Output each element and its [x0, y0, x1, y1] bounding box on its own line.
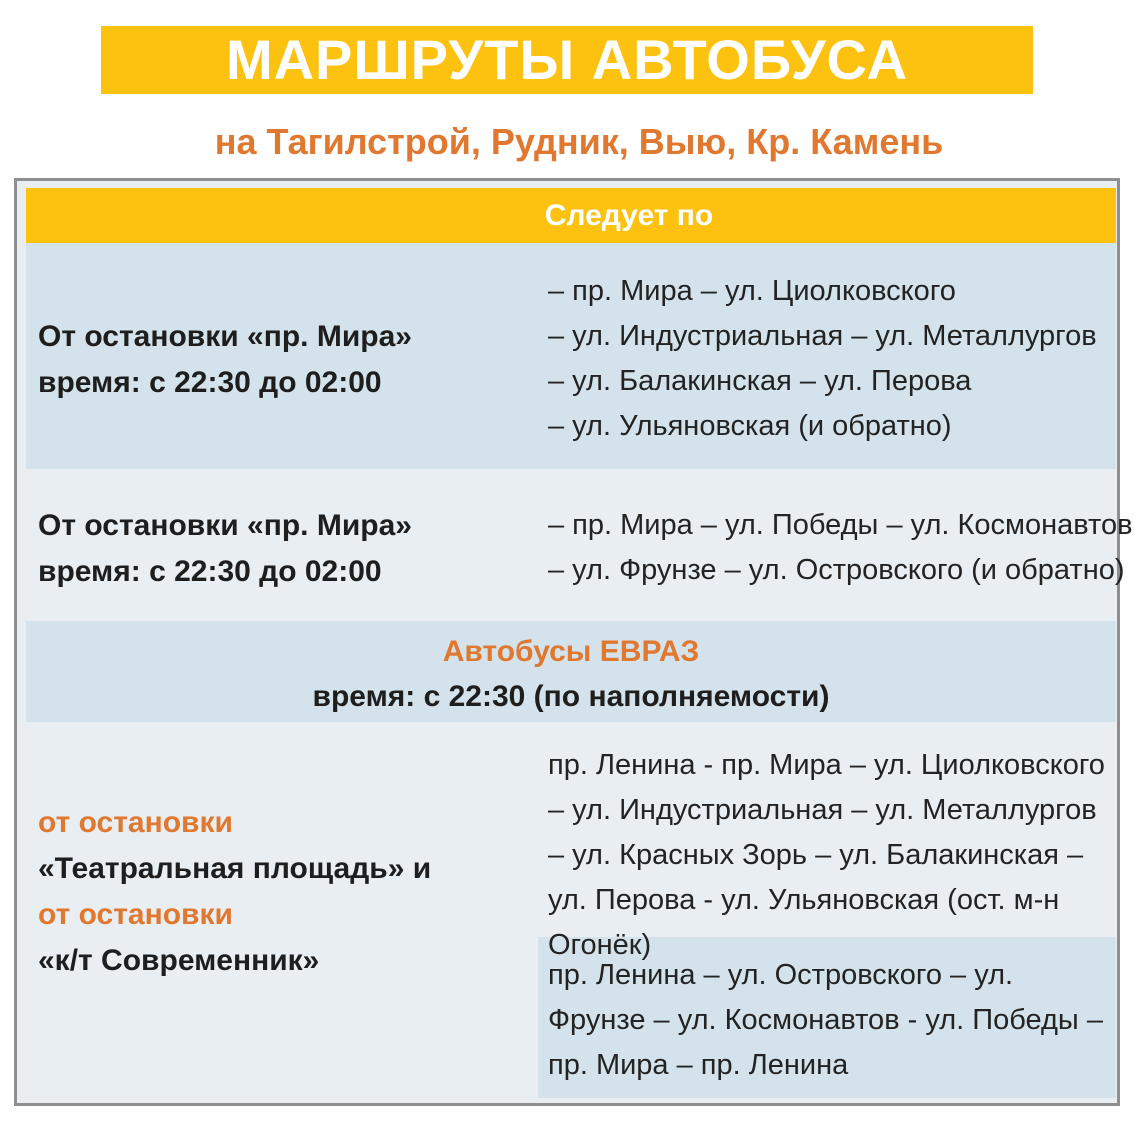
route-segment: – пр. Мира – ул. Циолковского: [548, 275, 956, 307]
evraz-route-2: пр. Ленина – ул. Островского – ул. Фрунзе – ул. Космонавтов - ул. Победы – пр. Мира – пр. Ленина: [548, 959, 1103, 1081]
evraz-title: Автобусы ЕВРАЗ: [442, 635, 700, 668]
row-1-stop-info: [38, 314, 412, 406]
route-segment: – ул. Индустриальная – ул. Металлургов: [548, 320, 1097, 352]
evraz-route-1: пр. Ленина - пр. Мира – ул. Циолковского – ул. Индустриальная – ул. Металлургов – ул. Красных Зорь – ул. Балакинская – ул. Перова - ул. Ульяновская (ост. м-н Огонёк): [548, 749, 1105, 961]
evraz-stop-label: от остановки: [38, 898, 233, 931]
evraz-stop-name: «к/т Современник»: [38, 944, 320, 977]
column-header-follows: Следует по: [544, 199, 714, 232]
route-segment: – ул. Балакинская – ул. Перова: [548, 365, 972, 397]
row-1-time: время: с 22:30 до 02:00: [38, 366, 382, 399]
evraz-time: время: с 22:30 (по наполняемости): [312, 680, 830, 713]
route-segment: – ул. Ульяновская (и обратно): [548, 410, 952, 442]
row-1-route: [548, 269, 1097, 449]
page-subtitle: на Тагилстрой, Рудник, Выю, Кр. Камень: [214, 121, 944, 162]
evraz-stop-name: «Театральная площадь» и: [38, 852, 432, 885]
evraz-stops: [38, 800, 431, 984]
route-segment: – пр. Мира – ул. Победы – ул. Космонавтов: [548, 509, 1133, 541]
row-2-stop-info: [38, 503, 412, 595]
row-2-stop: От остановки «пр. Мира»: [38, 509, 412, 542]
evraz-stop-label: от остановки: [38, 806, 233, 839]
row-1-stop: От остановки «пр. Мира»: [38, 320, 412, 353]
title-banner: [101, 26, 1033, 94]
table-header: [26, 188, 1116, 243]
row-2-route: [548, 503, 1133, 593]
row-2-time: время: с 22:30 до 02:00: [38, 555, 382, 588]
route-segment: – ул. Фрунзе – ул. Островского (и обратно): [548, 554, 1125, 586]
page-title: МАРШРУТЫ АВТОБУСА: [225, 28, 909, 91]
